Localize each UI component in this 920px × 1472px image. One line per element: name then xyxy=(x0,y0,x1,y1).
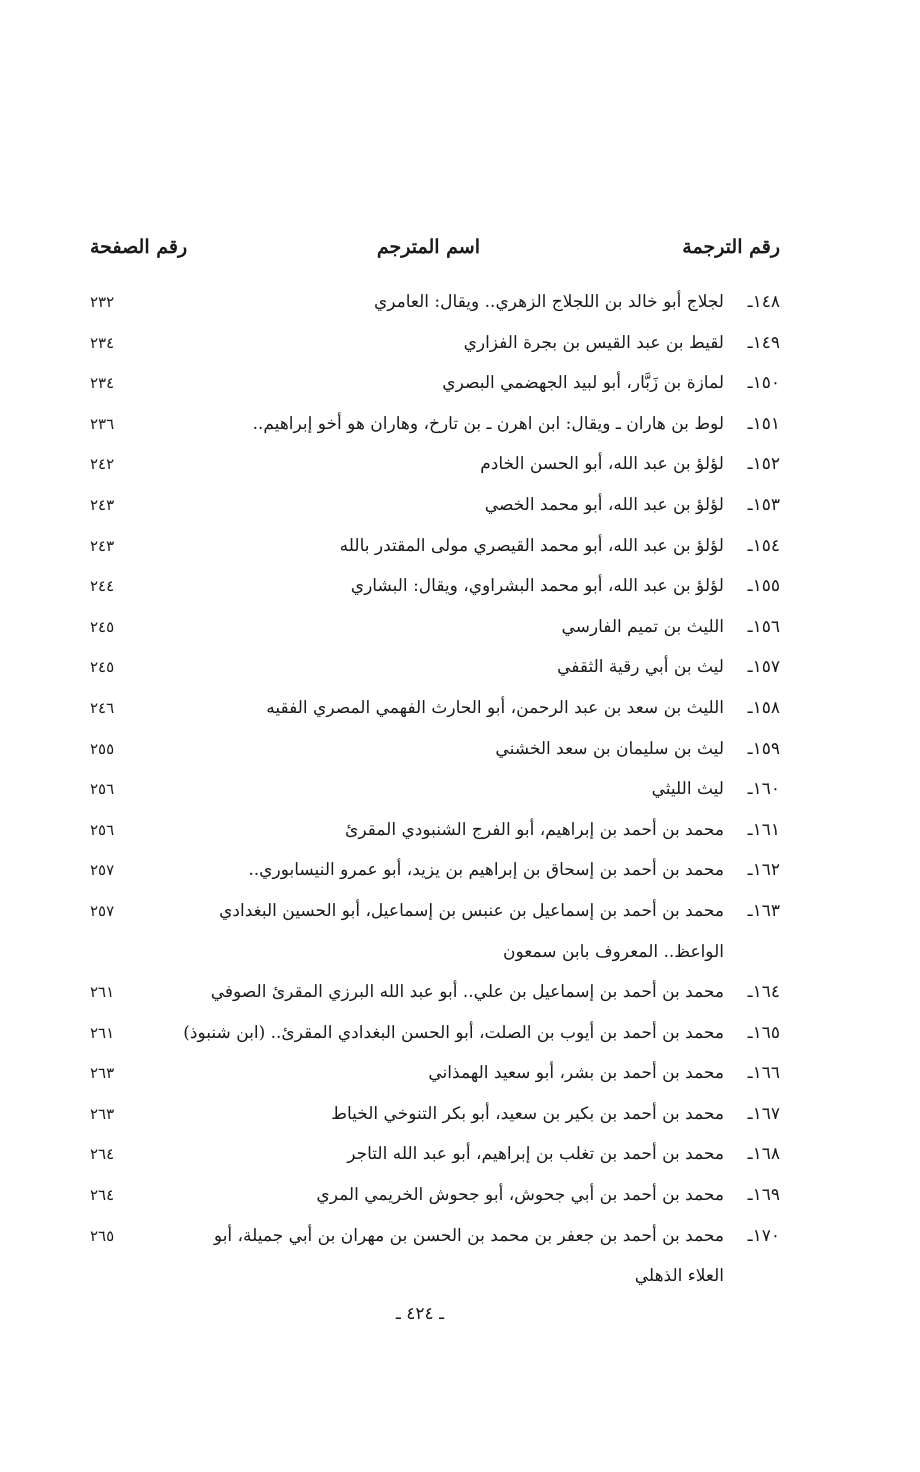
entry-page-number: ٢٥٥ xyxy=(90,739,115,758)
entry-page-number: ٢٦٤ xyxy=(90,1186,115,1205)
header-page-number: رقم الصفحة xyxy=(90,236,188,258)
entry-page-number: ٢٤٤ xyxy=(90,577,115,596)
entry-page-number: ٢٣٦ xyxy=(90,414,115,433)
entry-name: محمد بن أحمد بن تغلب بن إبراهيم، أبو عبد الله التاجر xyxy=(347,1144,724,1165)
entry-number: ١٦٧ـ xyxy=(747,1103,780,1124)
header-entry-number: رقم الترجمة xyxy=(682,236,780,258)
entry-name: الليث بن سعد بن عبد الرحمن، أبو الحارث الفهمي المصري الفقيه xyxy=(266,697,724,718)
entry-page-number: ٢٤٥ xyxy=(90,658,115,677)
index-entry xyxy=(90,729,780,770)
entry-page-number: ٢٤٣ xyxy=(90,495,115,514)
entry-number: ١٥٤ـ xyxy=(747,535,780,556)
entry-name: لوط بن هاران ـ ويقال: ابن اهرن ـ بن تارخ، وهاران هو أخو إبراهيم.. xyxy=(252,413,724,434)
entry-page-number: ٢٤٢ xyxy=(90,455,115,474)
index-entry xyxy=(90,850,780,891)
index-entry xyxy=(90,647,780,688)
entry-number: ١٥٠ـ xyxy=(747,373,780,394)
index-entry xyxy=(90,1134,780,1175)
entry-number: ١٦٨ـ xyxy=(747,1144,780,1165)
entry-name: لجلاج أبو خالد بن اللجلاج الزهري.. ويقال: العامري xyxy=(373,292,724,312)
entry-page-number: ٢٦١ xyxy=(90,1023,115,1042)
entry-name: محمد بن أحمد بن إسماعيل بن علي.. أبو عبد الله البرزي المقرئ الصوفي xyxy=(210,982,724,1003)
entry-page-number: ٢٦٣ xyxy=(90,1064,115,1083)
entry-page-number: ٢٥٦ xyxy=(90,780,115,799)
entry-number: ١٥٨ـ xyxy=(747,697,780,718)
entry-number: ١٦٢ـ xyxy=(747,860,780,881)
table-header xyxy=(90,236,780,270)
entry-name: لمازة بن زَبَّار، أبو لبيد الجهضمي البصري xyxy=(442,373,724,394)
entry-name: لقيط بن عبد القيس بن بجرة الفزاري xyxy=(463,332,724,353)
entry-page-number: ٢٦١ xyxy=(90,983,115,1002)
index-entry xyxy=(90,526,780,567)
entry-number: ١٦٩ـ xyxy=(747,1185,780,1206)
entry-number: ١٤٩ـ xyxy=(747,332,780,353)
entry-page-number: ٢٣٤ xyxy=(90,374,115,393)
entry-number: ١٥٥ـ xyxy=(747,576,780,597)
entry-name: محمد بن أحمد بن أبي جحوش، أبو جحوش الخريمي المري xyxy=(316,1185,724,1206)
entry-number: ١٦٦ـ xyxy=(747,1063,780,1084)
entry-name: لؤلؤ بن عبد الله، أبو محمد القيصري مولى المقتدر بالله xyxy=(339,535,724,556)
index-entry xyxy=(90,363,780,404)
entry-page-number: ٢٤٥ xyxy=(90,617,115,636)
index-entry xyxy=(90,444,780,485)
entry-name: الليث بن تميم الفارسي xyxy=(561,616,724,637)
entry-number: ١٥٣ـ xyxy=(747,494,780,515)
index-entry xyxy=(90,972,780,1013)
entry-page-number: ٢٥٦ xyxy=(90,820,115,839)
index-entry xyxy=(90,1216,780,1297)
entry-page-number: ٢٦٤ xyxy=(90,1145,115,1164)
index-entry xyxy=(90,1013,780,1054)
entry-number: ١٤٨ـ xyxy=(747,292,780,312)
entry-page-number: ٢٦٥ xyxy=(90,1226,115,1245)
index-entry xyxy=(90,810,780,851)
page-number-footer: ـ ٤٢٤ ـ xyxy=(395,1304,445,1324)
entry-page-number: ٢٣٤ xyxy=(90,333,115,352)
entry-page-number: ٢٤٦ xyxy=(90,698,115,717)
entry-name: محمد بن أحمد بن إبراهيم، أبو الفرج الشنبودي المقرئ xyxy=(345,819,724,840)
entry-number: ١٥٦ـ xyxy=(747,616,780,637)
entry-name: محمد بن أحمد بن إسحاق بن إبراهيم بن يزيد، أبو عمرو النيسابوري.. xyxy=(248,860,724,881)
entry-name: لؤلؤ بن عبد الله، أبو الحسن الخادم xyxy=(480,454,724,475)
index-entry xyxy=(90,566,780,607)
entry-page-number: ٢٦٣ xyxy=(90,1104,115,1123)
entry-name: محمد بن أحمد بن بكير بن سعيد، أبو بكر التنوخي الخياط xyxy=(331,1103,724,1124)
index-entry xyxy=(90,1053,780,1094)
entry-page-number: ٢٤٣ xyxy=(90,536,115,555)
entry-number: ١٦١ـ xyxy=(747,819,780,840)
entry-name: محمد بن أحمد بن إسماعيل بن عنبس بن إسماعيل، أبو الحسين البغدادي الواعظ.. المعروف بابن سمعون xyxy=(219,900,724,962)
index-entry xyxy=(90,1175,780,1216)
entry-number: ١٥٩ـ xyxy=(747,738,780,759)
index-entry xyxy=(90,404,780,445)
index-entry xyxy=(90,891,780,972)
index-entry xyxy=(90,607,780,648)
index-entries-list xyxy=(90,282,780,1297)
entry-page-number: ٢٥٧ xyxy=(90,861,115,880)
entry-number: ١٦٤ـ xyxy=(747,982,780,1003)
entry-number: ١٦٥ـ xyxy=(747,1022,780,1043)
entry-number: ١٥٢ـ xyxy=(747,454,780,475)
entry-name: ليث الليثي xyxy=(651,779,724,800)
entry-number: ١٦٠ـ xyxy=(747,779,780,800)
index-entry xyxy=(90,769,780,810)
index-entry xyxy=(90,688,780,729)
entry-name: لؤلؤ بن عبد الله، أبو محمد الخصي xyxy=(484,494,724,515)
entry-page-number: ٢٣٢ xyxy=(90,293,115,311)
index-entry xyxy=(90,485,780,526)
entry-name: محمد بن أحمد بن بشر، أبو سعيد الهمذاني xyxy=(428,1063,724,1084)
entry-name: ليث بن أبي رقية الثقفي xyxy=(557,657,724,678)
entry-name: ليث بن سليمان بن سعد الخشني xyxy=(495,738,724,759)
entry-number: ١٧٠ـ xyxy=(747,1225,780,1246)
index-entry xyxy=(90,323,780,364)
entry-name: لؤلؤ بن عبد الله، أبو محمد البشراوي، ويقال: البشاري xyxy=(350,576,724,597)
entry-number: ١٥١ـ xyxy=(747,413,780,434)
entry-name: محمد بن أحمد بن أيوب بن الصلت، أبو الحسن البغدادي المقرئ.. (ابن شنبوذ) xyxy=(183,1022,724,1043)
entry-number: ١٦٣ـ xyxy=(747,900,780,921)
index-entry xyxy=(90,1094,780,1135)
entry-name: محمد بن أحمد بن جعفر بن محمد بن الحسن بن مهران بن أبي جميلة، أبو العلاء الذهلي xyxy=(213,1225,724,1287)
header-entry-name: اسم المترجم xyxy=(376,236,480,258)
entry-number: ١٥٧ـ xyxy=(747,657,780,678)
entry-page-number: ٢٥٧ xyxy=(90,901,115,920)
index-entry xyxy=(90,282,780,323)
